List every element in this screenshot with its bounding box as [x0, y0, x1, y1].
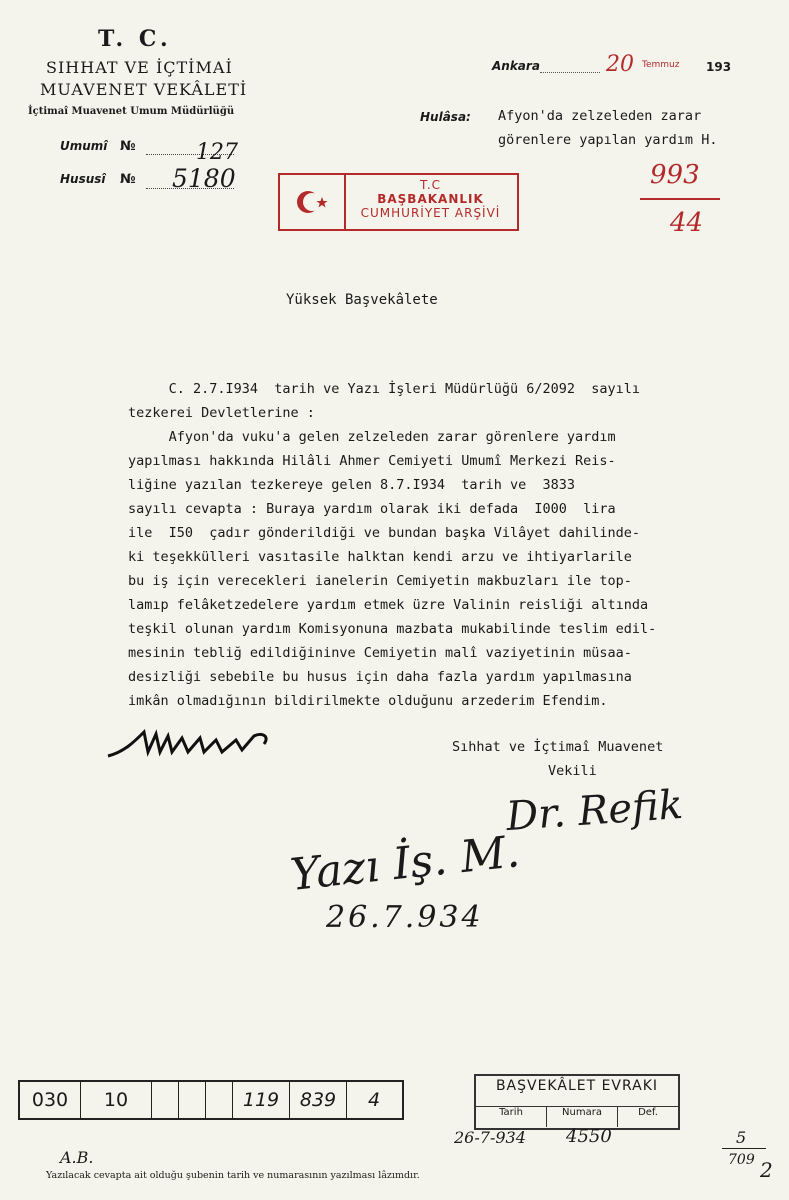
code-cell: 030	[20, 1082, 81, 1118]
archive-code-table	[18, 1080, 404, 1120]
margin-number-bottom: 709	[728, 1152, 755, 1168]
code-cell	[206, 1082, 233, 1118]
date-month: Temmuz	[642, 60, 680, 70]
closing-line2: Vekili	[548, 763, 597, 779]
initials-scribble	[104, 722, 274, 762]
summary-label: Hulâsa:	[420, 110, 471, 124]
page-number: 2	[760, 1158, 773, 1182]
evrak-col-numara: Numara	[547, 1106, 618, 1127]
body-line: lamıp felâketzedelere yardım etmek üzre Valinin reisliği altında	[128, 597, 649, 613]
archive-number-1: 993	[650, 160, 700, 190]
evrak-stamp-title: BAŞVEKÂLET EVRAKI	[495, 1078, 659, 1094]
signature: Dr. Refik	[504, 781, 685, 841]
handwritten-note-line1: Yazı İş. M.	[287, 826, 523, 901]
body-line: mesinin tebliğ edildiğininve Cemiyetin malî vaziyetinin müsaa-	[128, 645, 632, 661]
evrak-col-tarih: Tarih	[476, 1106, 547, 1127]
city-label: Ankara	[492, 59, 540, 73]
code-cell: 119	[233, 1082, 290, 1118]
header-tc: T. C.	[98, 26, 172, 52]
umumi-label: Umumî	[60, 139, 108, 153]
code-cell: 839	[290, 1082, 347, 1118]
footer-note: Yazılacak cevapta ait olduğu şubenin tarih ve numarasının yazılması lâzımdır.	[46, 1170, 420, 1181]
hususi-number: 5180	[172, 164, 236, 193]
umumi-number: 127	[196, 140, 238, 165]
date-dots	[540, 72, 600, 73]
date-day: 20	[606, 52, 634, 77]
umumi-no-sign: №	[120, 139, 136, 154]
closing-line1: Sıhhat ve İçtimaî Muavenet	[452, 739, 664, 755]
body-line: tezkerei Devletlerine :	[128, 405, 315, 421]
body-line: ile I50 çadır gönderildiği ve bundan başka Vilâyet dahilinde-	[128, 525, 641, 541]
margin-divider	[722, 1148, 766, 1149]
archive-stamp	[278, 173, 519, 231]
footer-initials: A.B.	[60, 1148, 94, 1167]
directorate-name: İçtimaî Muavenet Umum Müdürlüğü	[28, 106, 235, 117]
evrak-stamp	[474, 1074, 680, 1130]
ministry-name-line2: MUAVENET VEKÂLETİ	[40, 80, 248, 99]
archive-number-divider	[640, 198, 720, 200]
body-line: C. 2.7.I934 tarih ve Yazı İşleri Müdürlüğü 6/2092 sayılı	[128, 381, 641, 397]
hususi-no-sign: №	[120, 172, 136, 187]
body-line: ki teşekkülleri vasıtasile halktan kendi arzu ve ihtiyarlarile	[128, 549, 632, 565]
body-line: desizliği sebebile bu husus için daha fazla yardım yapılmasına	[128, 669, 632, 685]
hususi-label: Hususî	[60, 172, 106, 186]
code-cell: 10	[81, 1082, 152, 1118]
stamp-line2: BAŞBAKANLIK	[377, 192, 484, 206]
evrak-number: 4550	[566, 1126, 612, 1147]
handwritten-note-date: 26.7.934	[326, 900, 484, 935]
body-line: teşkil olunan yardım Komisyonuna mazbata mukabilinde teslim edil-	[128, 621, 657, 637]
summary-line1: Afyon'da zelzeleden zarar	[498, 108, 702, 124]
body-line: Afyon'da vuku'a gelen zelzeleden zarar görenlere yardım	[128, 429, 616, 445]
stamp-line3: CUMHURİYET ARŞİVİ	[360, 206, 501, 220]
archive-number-2: 44	[670, 208, 704, 238]
addressee: Yüksek Başvekâlete	[286, 292, 438, 308]
code-cell	[152, 1082, 179, 1118]
body-line: sayılı cevapta : Buraya yardım olarak iki defada I000 lira	[128, 501, 616, 517]
crescent-star-icon	[280, 175, 346, 229]
date-year-prefix: 193	[706, 60, 732, 74]
body-line: imkân olmadığının bildirilmekte olduğunu arzederim Efendim.	[128, 693, 608, 709]
margin-number-top: 5	[736, 1128, 747, 1147]
stamp-line1: T.C	[419, 178, 442, 192]
evrak-col-def: Def.	[618, 1106, 678, 1127]
body-line: liğine yazılan tezkereye gelen 8.7.I934 tarih ve 3833	[128, 477, 576, 493]
body-line: yapılması hakkında Hilâli Ahmer Cemiyeti Umumî Merkezi Reis-	[128, 453, 616, 469]
evrak-date: 26-7-934	[454, 1128, 526, 1147]
ministry-name-line1: SIHHAT VE İÇTİMAİ	[46, 58, 233, 77]
body-line: bu iş için verecekleri ianelerin Cemiyetin makbuzları ile top-	[128, 573, 632, 589]
code-cell: 4	[367, 1089, 381, 1111]
summary-line2: görenlere yapılan yardım H.	[498, 132, 718, 148]
code-cell	[179, 1082, 206, 1118]
